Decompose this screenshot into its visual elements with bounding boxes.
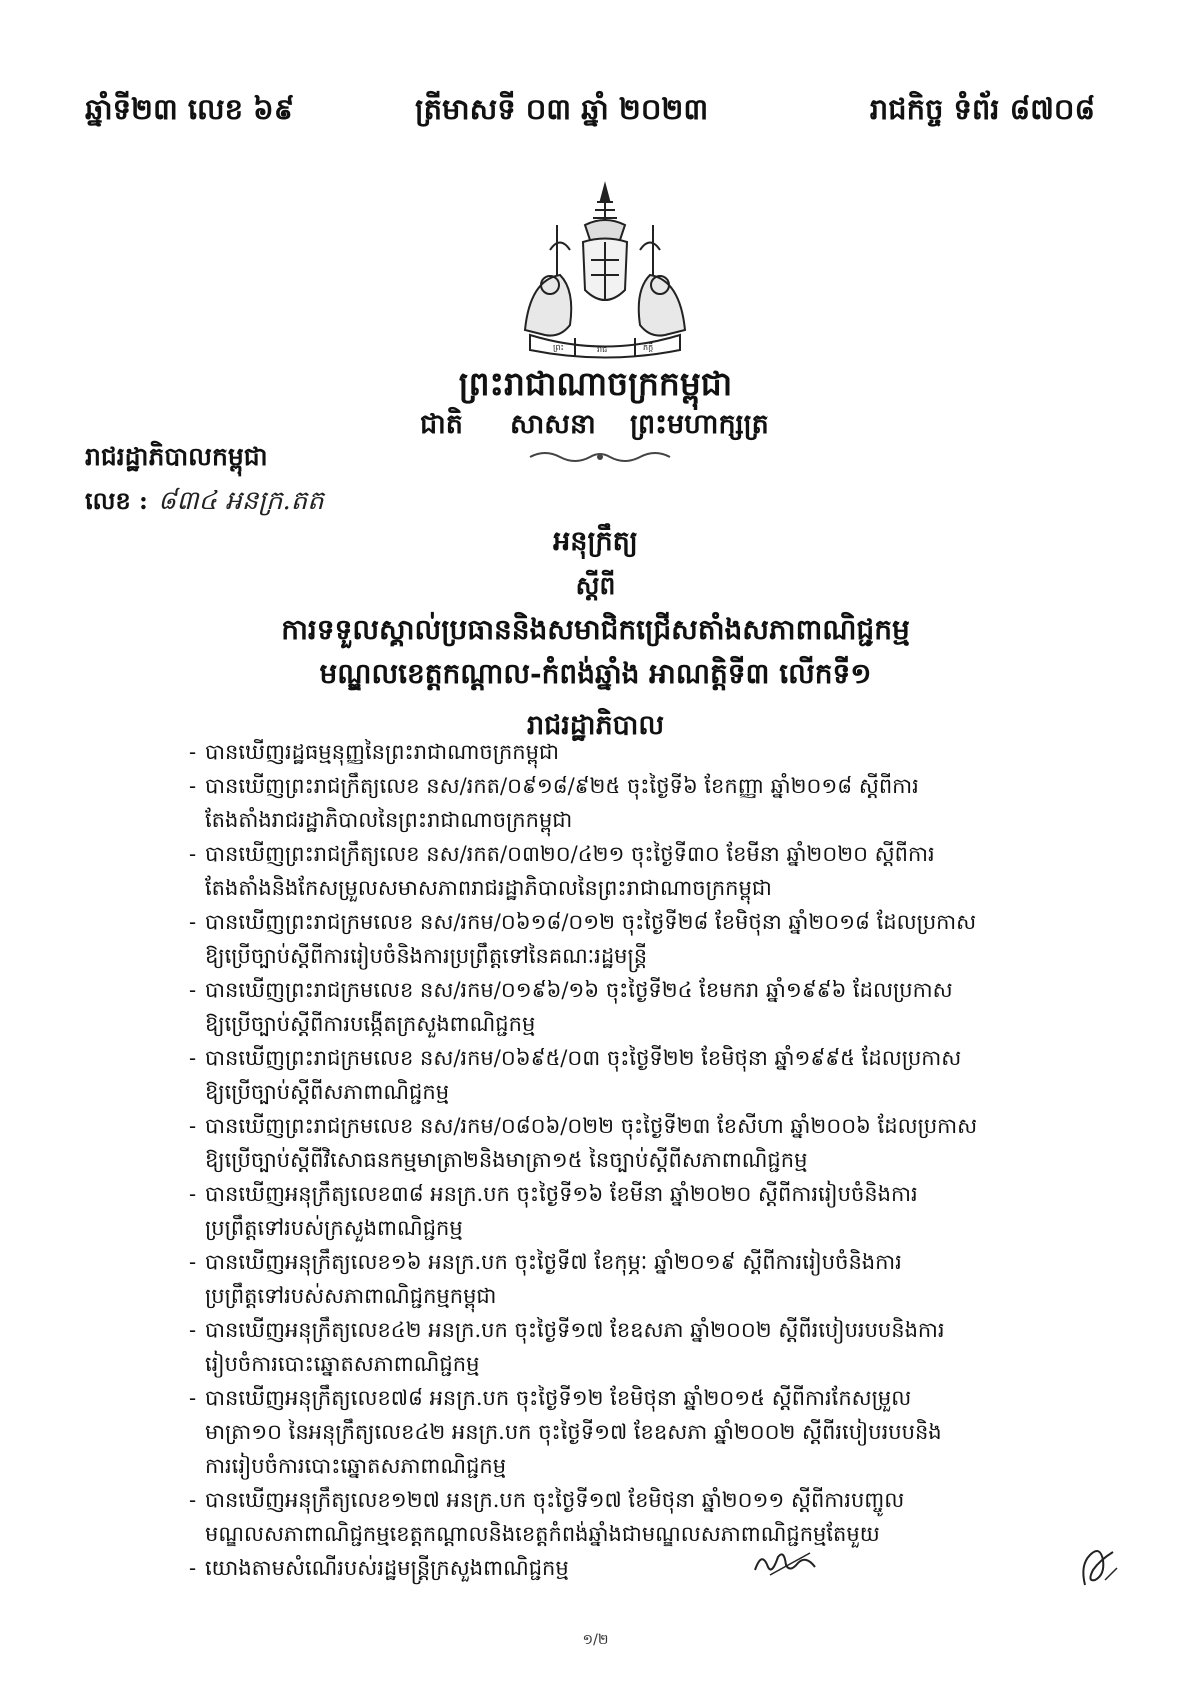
clause-line: មាត្រា១០ នៃអនុក្រឹត្យលេខ៤២ អនក្រ.បក ចុះថ្ងៃទី១៧ ខែឧសភា ឆ្នាំ២០០២ ស្ដីពីរបៀបរបបនិង <box>205 1420 942 1444</box>
government-name: រាជរដ្ឋាភិបាលកម្ពុជា <box>85 442 268 471</box>
initials-signature-icon <box>750 1545 820 1581</box>
page-number: ១/២ <box>582 1632 609 1648</box>
gazette-quarter: ត្រីមាសទី ០៣ ឆ្នាំ ២០២៣ <box>415 92 709 126</box>
preamble-clause <box>189 769 1035 837</box>
decree-type: អនុក្រឹត្យ <box>553 526 638 557</box>
clause-line: ឱ្យប្រើច្បាប់ស្ដីពីការរៀបចំនិងការប្រព្រឹត្តទៅនៃគណៈរដ្ឋមន្ត្រី <box>205 944 648 968</box>
emblem-scroll-text-3: ភក្ដី <box>643 343 654 352</box>
motto-religion: សាសនា <box>510 409 596 440</box>
clause-line: មណ្ឌលសភាពាណិជ្ជកម្មខេត្តកណ្ដាលនិងខេត្តកំពង់ឆ្នាំងជាមណ្ឌលសភាពាណិជ្ជកម្មតែមួយ <box>205 1522 880 1546</box>
preamble-clause <box>189 1245 1035 1313</box>
clause-line: បានឃើញព្រះរាជក្រឹត្យលេខ នស/រកត/០៣២០/៤២១ ចុះថ្ងៃទី៣០ ខែមីនា ឆ្នាំ២០២០ ស្ដីពីការ <box>205 842 935 866</box>
preamble-clause <box>189 973 1035 1041</box>
preamble-clauses <box>189 735 1035 1585</box>
gazette-header <box>85 92 1095 138</box>
clause-line: បានឃើញអនុក្រឹត្យលេខ៤២ អនក្រ.បក ចុះថ្ងៃទី១៧ ខែឧសភា ឆ្នាំ២០០២ ស្ដីពីរបៀបរបបនិងការ <box>205 1318 945 1342</box>
preamble-clause <box>189 1381 1035 1483</box>
preamble-clause <box>189 1313 1035 1381</box>
clause-bullet: - <box>189 740 197 764</box>
clause-line: តែងតាំងរាជរដ្ឋាភិបាលនៃព្រះរាជាណាចក្រកម្ពុជា <box>205 808 573 832</box>
clause-bullet: - <box>189 1556 197 1580</box>
decree-about: ស្ដីពី <box>575 571 616 600</box>
national-motto <box>420 408 800 448</box>
emblem-scroll-text-2: រាជ <box>597 345 608 354</box>
clause-bullet: - <box>189 842 197 866</box>
clause-line: រៀបចំការបោះឆ្នោតសភាពាណិជ្ជកម្ម <box>205 1352 480 1376</box>
preamble-clause <box>189 1041 1035 1109</box>
clause-line: ឱ្យប្រើច្បាប់ស្ដីពីការបង្កើតក្រសួងពាណិជ្ជកម្ម <box>205 1012 536 1036</box>
preamble-clause <box>189 1177 1035 1245</box>
clause-line: ការរៀបចំការបោះឆ្នោតសភាពាណិជ្ជកម្ម <box>205 1454 507 1478</box>
clause-line: បានឃើញអនុក្រឹត្យលេខ៣៨ អនក្រ.បក ចុះថ្ងៃទី១៦ ខែមីនា ឆ្នាំ២០២០ ស្ដីពីការរៀបចំនិងការ <box>205 1182 918 1206</box>
clause-line: បានឃើញព្រះរាជក្រមលេខ នស/រកម/០៦១៨/០១២ ចុះថ្ងៃទី២៨ ខែមិថុនា ឆ្នាំ២០១៨ ដែលប្រកាស <box>205 910 977 934</box>
clause-bullet: - <box>189 1046 197 1070</box>
clause-line: បានឃើញព្រះរាជក្រឹត្យលេខ នស/រកត/០៩១៨/៩២៥ ចុះថ្ងៃទី៦ ខែកញ្ញា ឆ្នាំ២០១៨ ស្ដីពីការ <box>205 774 919 798</box>
clause-line: តែងតាំងនិងកែសម្រួលសមាសភាពរាជរដ្ឋាភិបាលនៃព្រះរាជាណាចក្រកម្ពុជា <box>205 876 772 900</box>
decree-subject-line-1: ការទទួលស្គាល់ប្រធាននិងសមាជិកជ្រើសតាំងសភាពាណិជ្ជកម្ម <box>281 613 910 646</box>
clause-line: ប្រព្រឹត្តទៅរបស់សភាពាណិជ្ជកម្មកម្ពុជា <box>205 1284 497 1308</box>
clause-line: បានឃើញអនុក្រឹត្យលេខ៧៨ អនក្រ.បក ចុះថ្ងៃទី១២ ខែមិថុនា ឆ្នាំ២០១៥ ស្ដីពីការកែសម្រួល <box>205 1386 912 1410</box>
clause-bullet: - <box>189 1250 197 1274</box>
decree-number-label: លេខ : <box>85 486 148 515</box>
preamble-clause <box>189 1483 1035 1551</box>
clause-bullet: - <box>189 1182 197 1206</box>
motto-king: ព្រះមហាក្សត្រ <box>630 409 769 440</box>
clause-line: បានឃើញព្រះរាជក្រមលេខ នស/រកម/០៨០៦/០២២ ចុះថ្ងៃទី២៣ ខែសីហា ឆ្នាំ២០០៦ ដែលប្រកាស <box>205 1114 978 1138</box>
clause-line: បានឃើញអនុក្រឹត្យលេខ១២៧ អនក្រ.បក ចុះថ្ងៃទី១៧ ខែមិថុនា ឆ្នាំ២០១១ ស្ដីពីការបញ្ចូល <box>205 1488 905 1512</box>
clause-bullet: - <box>189 910 197 934</box>
gazette-issue: ឆ្នាំទី២៣ លេខ ៦៩ <box>85 92 295 126</box>
clause-bullet: - <box>189 1386 197 1410</box>
clause-line: ឱ្យប្រើច្បាប់ស្ដីពីវិសោធនកម្មមាត្រា២និងមាត្រា១៥ នៃច្បាប់ស្ដីពីសភាពាណិជ្ជកម្ម <box>205 1148 808 1172</box>
decree-number <box>85 484 324 520</box>
preamble-clause <box>189 735 1035 769</box>
decree-authority: រាជរដ្ឋាភិបាល <box>526 710 665 741</box>
preamble-clause <box>189 1109 1035 1177</box>
preamble-clause <box>189 837 1035 905</box>
margin-signature-icon <box>1075 1540 1120 1595</box>
clause-line: យោងតាមសំណើរបស់រដ្ឋមន្ត្រីក្រសួងពាណិជ្ជកម្ម <box>205 1556 569 1580</box>
clause-bullet: - <box>189 1114 197 1138</box>
clause-line: បានឃើញអនុក្រឹត្យលេខ១៦ អនក្រ.បក ចុះថ្ងៃទី៧ ខែកុម្ភៈ ឆ្នាំ២០១៩ ស្ដីពីការរៀបចំនិងការ <box>205 1250 902 1274</box>
motto-nation: ជាតិ <box>420 409 463 440</box>
preamble-clause <box>189 1551 1035 1585</box>
emblem-scroll-text-1: ព្រះ <box>553 343 564 352</box>
clause-bullet: - <box>189 978 197 1002</box>
decree-number-value: ៨៣៤ អនក្រ.តត <box>157 486 324 516</box>
decree-title-block <box>0 520 1191 750</box>
clause-line: ឱ្យប្រើច្បាប់ស្ដីពីសភាពាណិជ្ជកម្ម <box>205 1080 450 1104</box>
kingdom-name: ព្រះរាជាណាចក្រកម្ពុជា <box>458 364 733 403</box>
clause-line: បានឃើញរដ្ឋធម្មនុញ្ញនៃព្រះរាជាណាចក្រកម្ពុជា <box>205 740 559 764</box>
clause-line: បានឃើញព្រះរាជក្រមលេខ នស/រកម/០៦៩៥/០៣ ចុះថ្ងៃទី២២ ខែមិថុនា ឆ្នាំ១៩៩៥ ដែលប្រកាស <box>205 1046 962 1070</box>
royal-coat-of-arms-icon <box>505 180 705 365</box>
decree-subject-line-2: មណ្ឌលខេត្តកណ្ដាល-កំពង់ឆ្នាំង អាណត្តិទី៣ លើកទី១ <box>319 657 872 690</box>
preamble-clause <box>189 905 1035 973</box>
gazette-page: រាជកិច្ច ទំព័រ ៨៧០៨ <box>869 92 1095 126</box>
clause-line: ប្រព្រឹត្តទៅរបស់ក្រសួងពាណិជ្ជកម្ម <box>205 1216 463 1240</box>
clause-bullet: - <box>189 1318 197 1342</box>
clause-bullet: - <box>189 774 197 798</box>
clause-line: បានឃើញព្រះរាជក្រមលេខ នស/រកម/០១៩៦/១៦ ចុះថ្ងៃទី២៤ ខែមករា ឆ្នាំ១៩៩៦ ដែលប្រកាស <box>205 978 953 1002</box>
clause-bullet: - <box>189 1488 197 1512</box>
ornament-divider-icon <box>525 445 675 469</box>
